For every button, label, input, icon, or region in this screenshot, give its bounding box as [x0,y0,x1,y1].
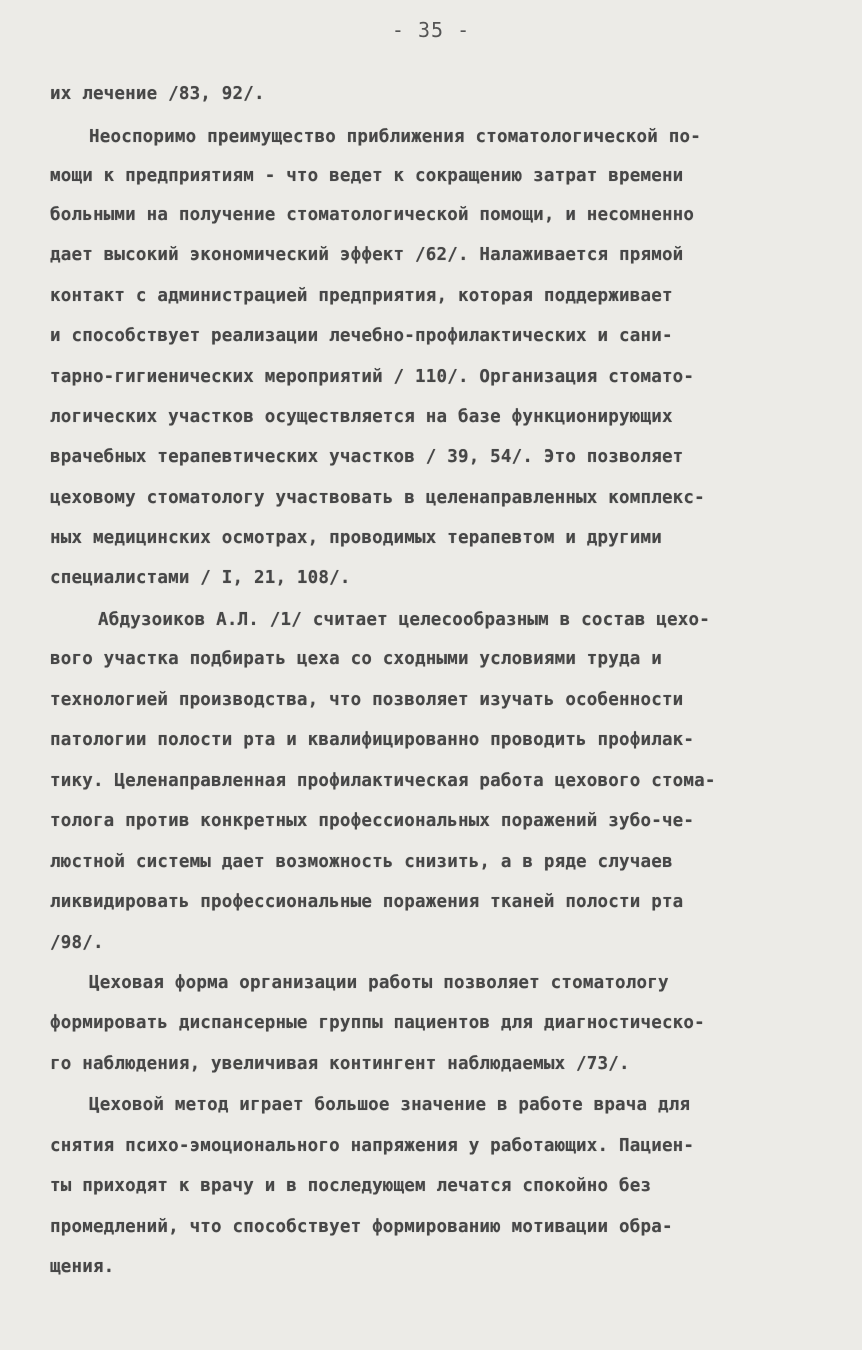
text-line: ликвидировать профессиональные поражения тканей полости рта [50,892,684,912]
text-line: промедлений, что способствует формированию мотивации обра- [50,1217,673,1237]
text-line: люстной системы дает возможность снизить, а в ряде случаев [50,852,673,872]
text-line: специалистами / I, 21, 108/. [50,568,351,588]
text-line: Неоспоримо преимущество приближения стоматологической по- [89,127,701,147]
text-line: го наблюдения, увеличивая контингент наблюдаемых /73/. [50,1054,630,1074]
text-line: снятия психо-эмоционального напряжения у работающих. Пациен- [50,1136,695,1156]
text-line: /98/. [50,933,104,953]
text-line: щения. [50,1257,115,1277]
text-line: больными на получение стоматологической помощи, и несомненно [50,205,695,225]
text-line: формировать диспансерные группы пациентов для диагностическо- [50,1013,705,1033]
text-line: и способствует реализации лечебно-профилактических и сани- [50,326,673,346]
text-line: вого участка подбирать цеха со сходными условиями труда и [50,649,662,669]
text-line: логических участков осуществляется на базе функционирующих [50,407,673,427]
text-line: тику. Целенаправленная профилактическая работа цехового стома- [50,771,716,791]
text-line: толога против конкретных профессиональных поражений зубо-че- [50,811,695,831]
text-line: мощи к предприятиям - что ведет к сокращению затрат времени [50,166,684,186]
text-line: патологии полости рта и квалифицированно проводить профилак- [50,730,695,750]
text-line: контакт с администрацией предприятия, которая поддерживает [50,286,673,306]
text-line: ты приходят к врачу и в последующем лечатся спокойно без [50,1176,652,1196]
text-line: врачебных терапевтических участков / 39, 54/. Это позволяет [50,447,684,467]
page-number: - 35 - [391,18,471,42]
text-line: Цеховая форма организации работы позволяет стоматологу [89,973,669,993]
text-line: цеховому стоматологу участвовать в целенаправленных комплекс- [50,488,705,508]
text-line: Цеховой метод играет большое значение в работе врача для [89,1095,691,1115]
text-line: их лечение /83, 92/. [50,84,265,104]
text-line: ных медицинских осмотрах, проводимых терапевтом и другими [50,528,662,548]
text-line: Абдузоиков А.Л. /1/ считает целесообразным в состав цехо- [98,610,710,630]
text-line: дает высокий экономический эффект /62/. Налаживается прямой [50,245,684,265]
text-line: технологией производства, что позволяет изучать особенности [50,690,684,710]
text-line: тарно-гигиенических мероприятий / 110/. Организация стомато- [50,367,695,387]
